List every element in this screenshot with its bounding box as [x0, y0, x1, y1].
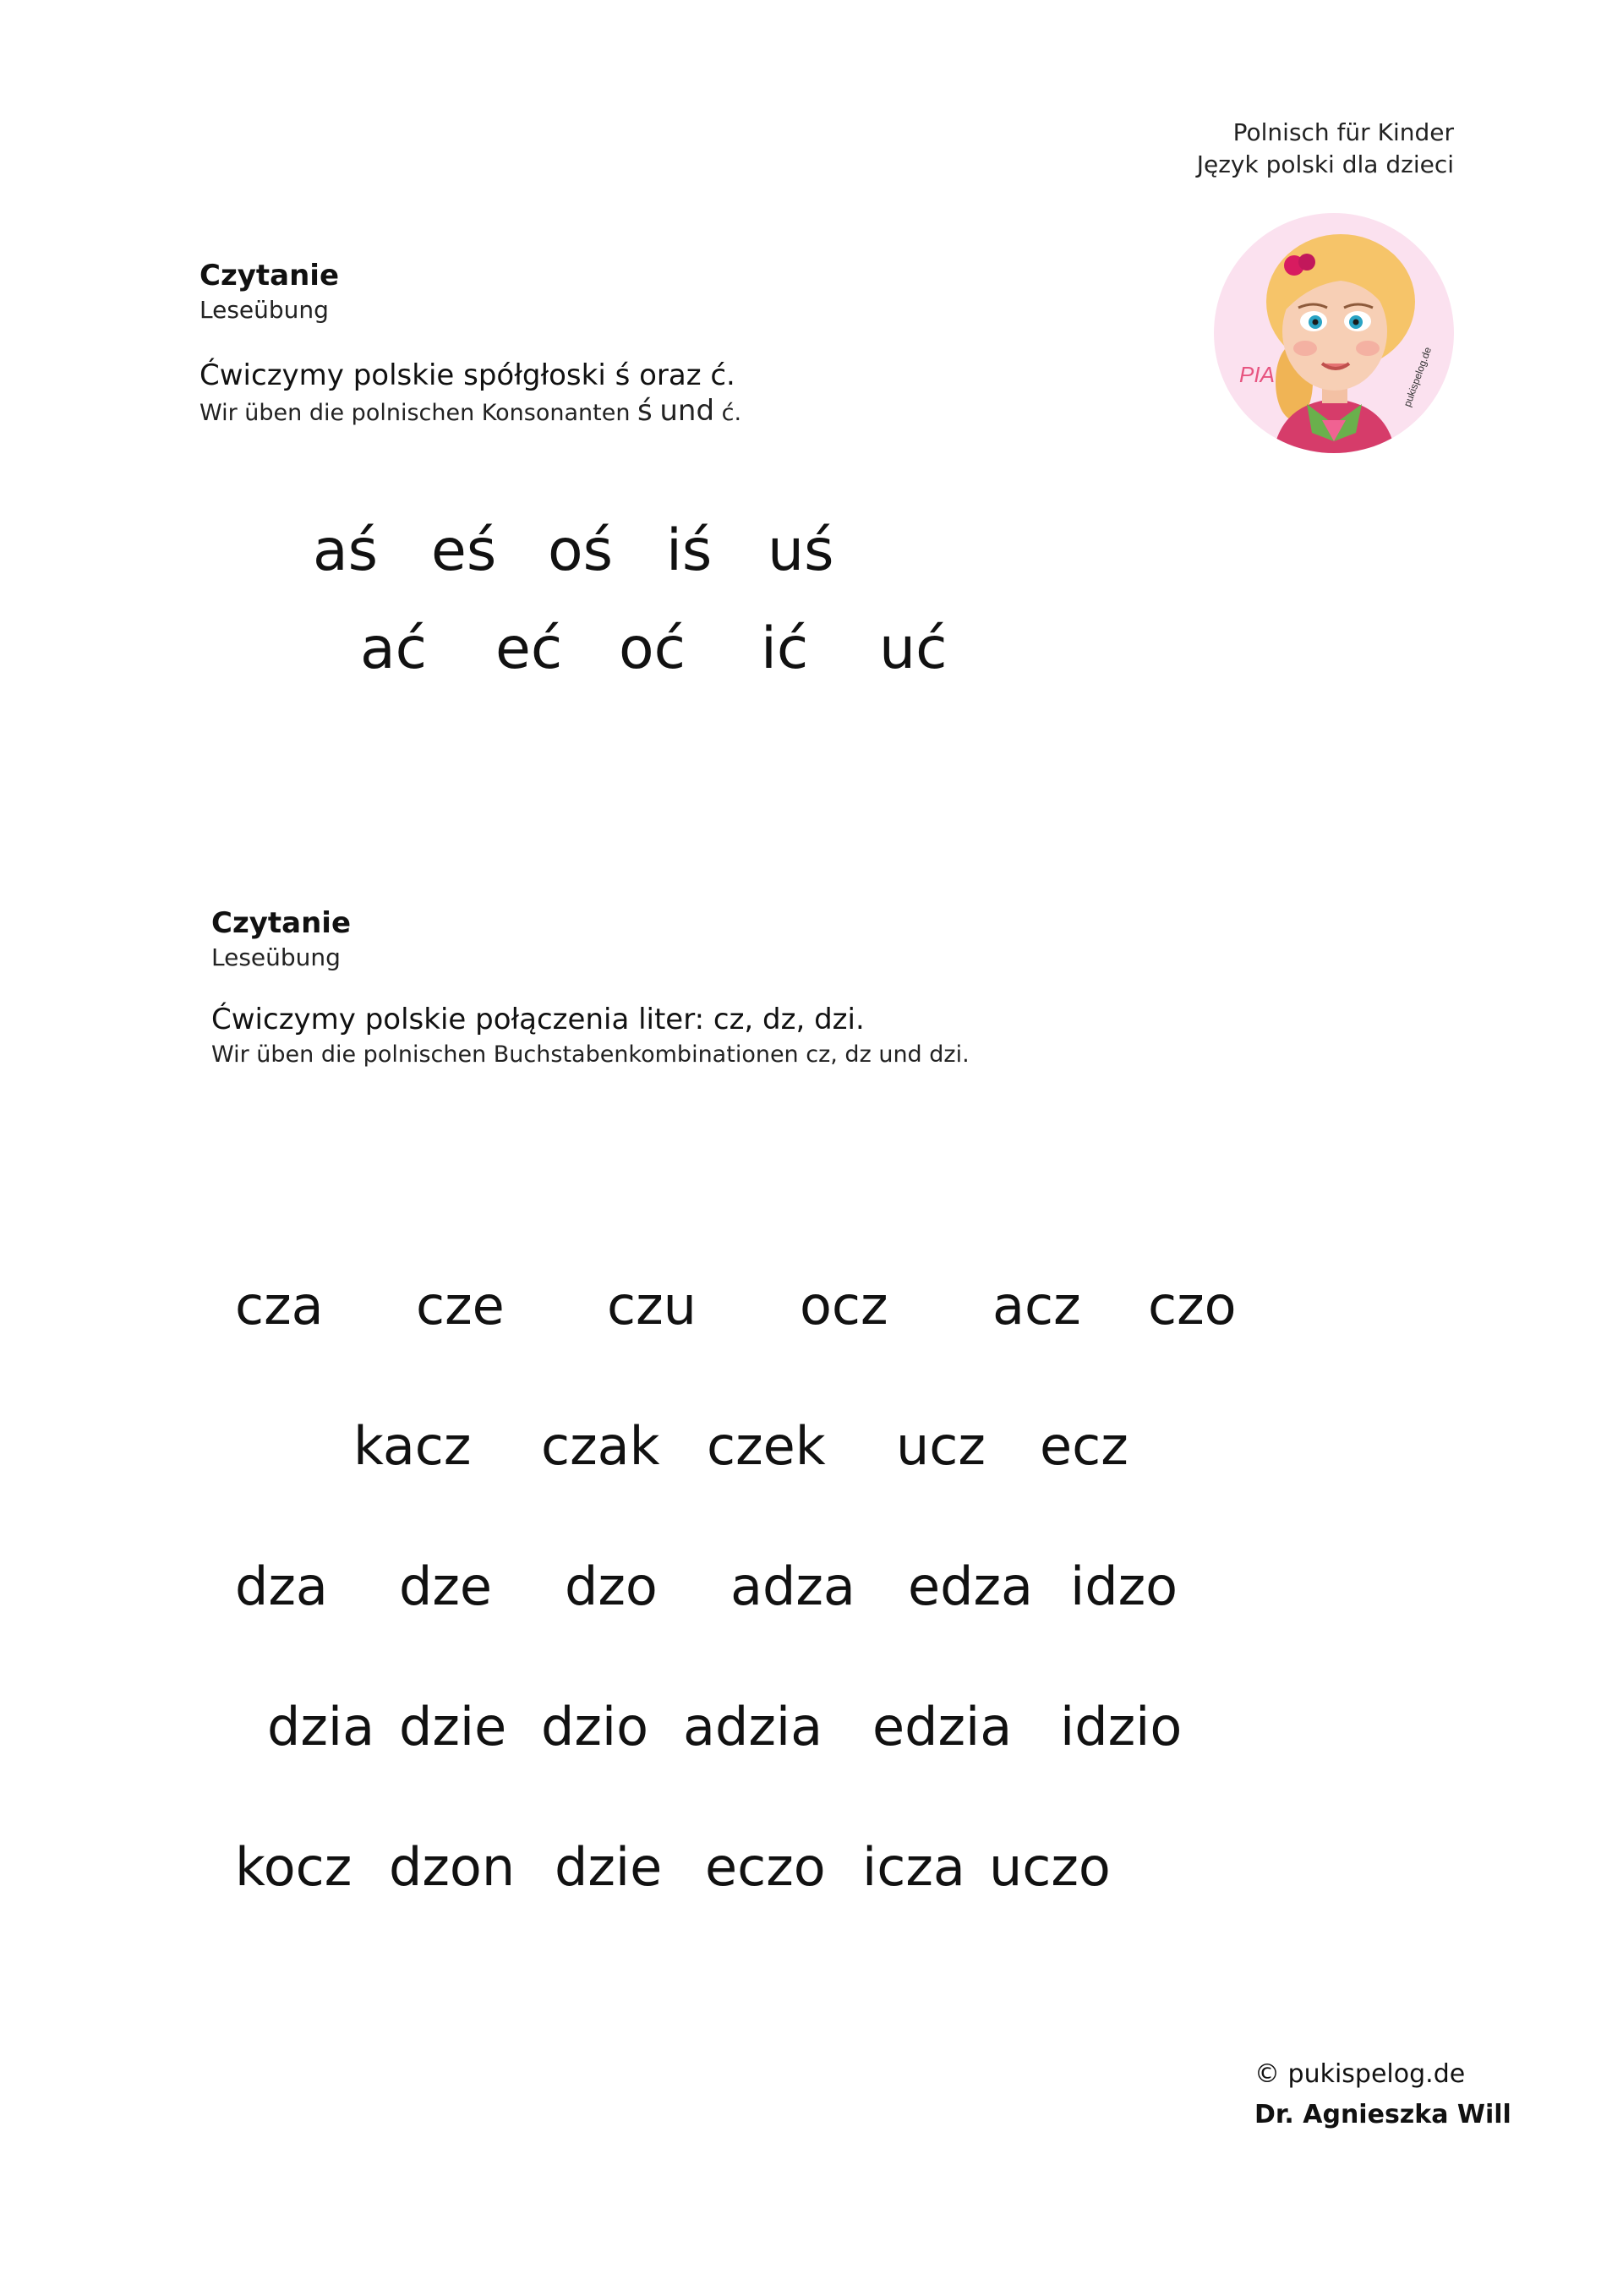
syllable: uczo — [989, 1836, 1111, 1898]
syllable: dza — [235, 1555, 328, 1617]
syllable: ić — [761, 615, 809, 682]
syllable: idzio — [1060, 1696, 1183, 1758]
syllable: adza — [730, 1555, 855, 1617]
syllable: edza — [908, 1555, 1034, 1617]
header-line-2: Język polski dla dzieci — [1196, 150, 1454, 178]
svg-text:pukispelog.de: pukispelog.de — [1401, 345, 1434, 409]
syllable: ecz — [1040, 1415, 1128, 1477]
copyright: © pukispelog.de — [1254, 2059, 1466, 2089]
syllable: oć — [619, 615, 686, 682]
syllable: idzo — [1070, 1555, 1178, 1617]
syllable: uś — [768, 517, 834, 584]
syllable: dzo — [565, 1555, 658, 1617]
section2-subtitle: Leseübung — [211, 943, 341, 971]
syllable: ocz — [800, 1275, 888, 1337]
svg-text:PIA: PIA — [1239, 362, 1275, 387]
syllable: ucz — [896, 1415, 986, 1477]
syllable: eczo — [705, 1836, 826, 1898]
syllable: aś — [313, 517, 379, 584]
section2-german-instruction: Wir üben die polnischen Buchstabenkombinationen cz, dz und dzi. — [211, 1041, 970, 1068]
syllable: edzia — [872, 1696, 1013, 1758]
section1-german-s: ś — [637, 394, 653, 428]
syllable: czak — [541, 1415, 660, 1477]
section2-title: Czytanie — [211, 906, 352, 940]
header-line-1: Polnisch für Kinder — [1232, 118, 1454, 146]
section1-title: Czytanie — [199, 259, 340, 292]
syllable: uć — [879, 615, 948, 682]
section2-polish-instruction: Ćwiczymy polskie połączenia liter: cz, dz, dzi. — [211, 1003, 865, 1036]
section1-german-und: und — [659, 394, 715, 428]
syllable: icza — [862, 1836, 965, 1898]
section1-german-prefix: Wir üben die polnischen Konsonanten — [199, 400, 631, 426]
section1-polish-instruction: Ćwiczymy polskie spółgłoski ś oraz ć. — [199, 358, 735, 392]
syllable: cze — [416, 1275, 505, 1337]
section1-german-c: ć. — [721, 400, 742, 426]
section1-german-instruction — [199, 394, 741, 428]
syllable: eć — [495, 615, 563, 682]
syllable: cza — [235, 1275, 324, 1337]
syllable: adzia — [683, 1696, 823, 1758]
syllable: czek — [707, 1415, 826, 1477]
syllable: oś — [548, 517, 614, 584]
syllable: dzia — [267, 1696, 375, 1758]
syllable: kocz — [235, 1836, 352, 1898]
syllable: dze — [399, 1555, 493, 1617]
syllable: dzon — [389, 1836, 516, 1898]
syllable: dzio — [541, 1696, 649, 1758]
syllable: iś — [666, 517, 713, 584]
author: Dr. Agnieszka Will — [1254, 2100, 1511, 2129]
syllable: eś — [431, 517, 497, 584]
syllable: czo — [1148, 1275, 1237, 1337]
syllable: ać — [360, 615, 428, 682]
syllable: acz — [992, 1275, 1081, 1337]
syllable: kacz — [353, 1415, 472, 1477]
syllable: dzie — [399, 1696, 507, 1758]
section1-subtitle: Leseübung — [199, 296, 329, 324]
pia-avatar — [1214, 213, 1454, 453]
syllable: dzie — [555, 1836, 663, 1898]
syllable: czu — [607, 1275, 697, 1337]
pia-girl-illustration — [1214, 213, 1454, 453]
